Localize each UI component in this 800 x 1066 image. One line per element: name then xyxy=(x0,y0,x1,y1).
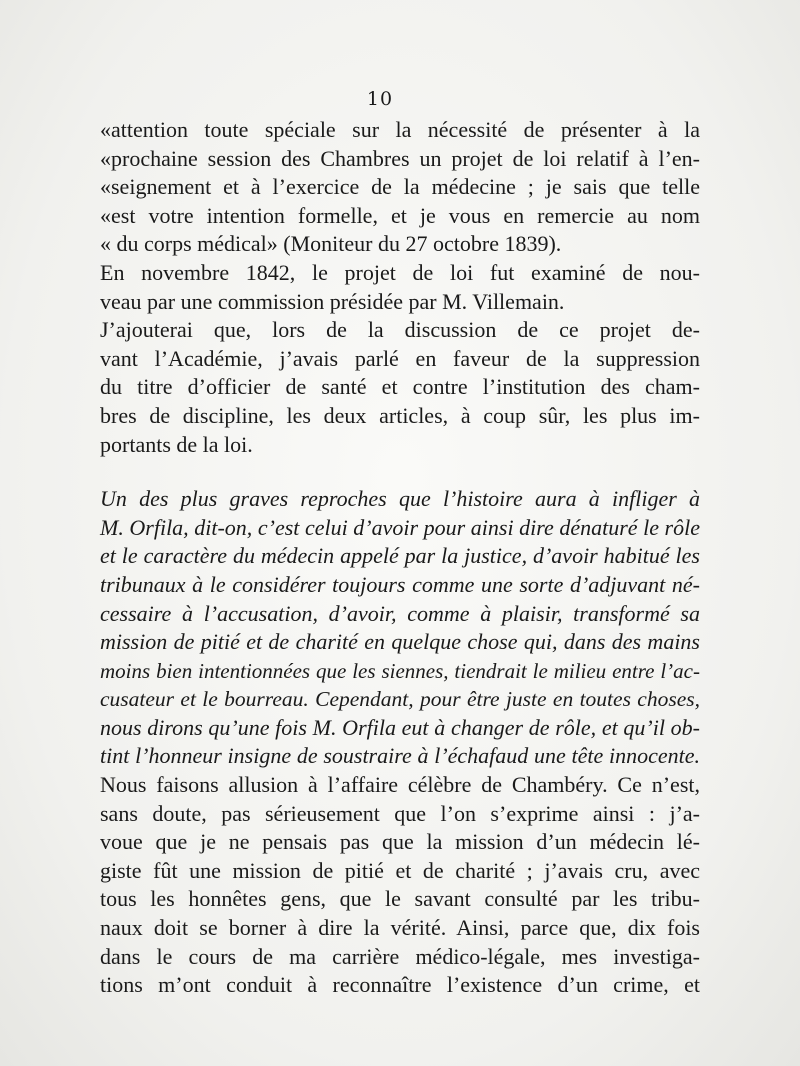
text-line: En novembre 1842, le projet de loi fut examiné de nou- xyxy=(100,259,700,285)
text-line: Un des plus graves reproches que l’histoire aura à infliger à xyxy=(100,486,700,512)
body-text xyxy=(100,116,700,1000)
text-line: vant l’Académie, j’avais parlé en faveur de la suppression xyxy=(100,345,700,371)
text-line: bres de discipline, les deux articles, à coup sûr, les plus im- xyxy=(100,402,700,428)
text-line: tions m’ont conduit à reconnaître l’existence d’un crime, et xyxy=(100,972,700,998)
text-line: « du corps médical» (Moniteur du 27 octobre 1839). xyxy=(100,231,562,257)
text-line: M. Orfila, dit-on, c’est celui d’avoir pour ainsi dire dénaturé le rôle xyxy=(100,514,700,540)
text-line: du titre d’officier de santé et contre l’institution des cham- xyxy=(100,374,700,400)
text-line: J’ajouterai que, lors de la discussion de ce projet de- xyxy=(100,317,700,343)
text-line: «attention toute spéciale sur la nécessité de présenter à la xyxy=(100,117,700,142)
text-line: mission de pitié et de charité en quelque chose qui, dans des mains xyxy=(100,629,700,655)
text-line: et le caractère du médecin appelé par la justice, d’avoir habitué les xyxy=(100,543,700,569)
text-line: veau par une commission présidée par M. Villemain. xyxy=(100,288,565,314)
text-line: tint l’honneur insigne de soustraire à l’échafaud une tête innocente. xyxy=(100,743,700,769)
page-number: 10 xyxy=(366,88,394,110)
paragraph-2 xyxy=(100,259,700,316)
text-line: sans doute, pas sérieusement que l’on s’exprime ainsi : j’a- xyxy=(100,800,700,826)
paragraph-3 xyxy=(100,316,700,459)
text-line: cessaire à l’accusation, d’avoir, comme à plaisir, transformé sa xyxy=(100,600,700,626)
text-line: «seignement et à l’exercice de la médecine ; je sais que telle xyxy=(100,174,700,200)
text-line: voue que je ne pensais pas que la mission d’un médecin lé- xyxy=(100,829,700,855)
text-line: moins bien intentionnées que les siennes, tiendrait le milieu entre l’ac- xyxy=(100,658,700,683)
text-line: tribunaux à le considérer toujours comme une sorte d’adjuvant né- xyxy=(100,571,700,597)
text-line: portants de la loi. xyxy=(100,431,253,457)
text-line: naux doit se borner à dire la vérité. Ainsi, parce que, dix fois xyxy=(100,915,700,941)
text-line: «est votre intention formelle, et je vous en remercie au nom xyxy=(100,202,700,228)
text-line: Nous faisons allusion à l’affaire célèbre de Chambéry. Ce n’est, xyxy=(100,772,700,798)
paragraph-4-quote xyxy=(100,485,700,1000)
paragraph-1 xyxy=(100,116,700,259)
text-line: cusateur et le bourreau. Cependant, pour être juste en toutes choses, xyxy=(100,687,700,712)
text-line: «prochaine session des Chambres un projet de loi relatif à l’en- xyxy=(100,145,700,171)
text-line: giste fût une mission de pitié et de charité ; j’avais cru, avec xyxy=(100,857,700,883)
text-line: dans le cours de ma carrière médico-légale, mes investiga- xyxy=(100,943,700,969)
text-line: tous les honnêtes gens, que le savant consulté par les tribu- xyxy=(100,886,700,912)
text-line: nous dirons qu’une fois M. Orfila eut à changer de rôle, et qu’il ob- xyxy=(100,714,700,740)
